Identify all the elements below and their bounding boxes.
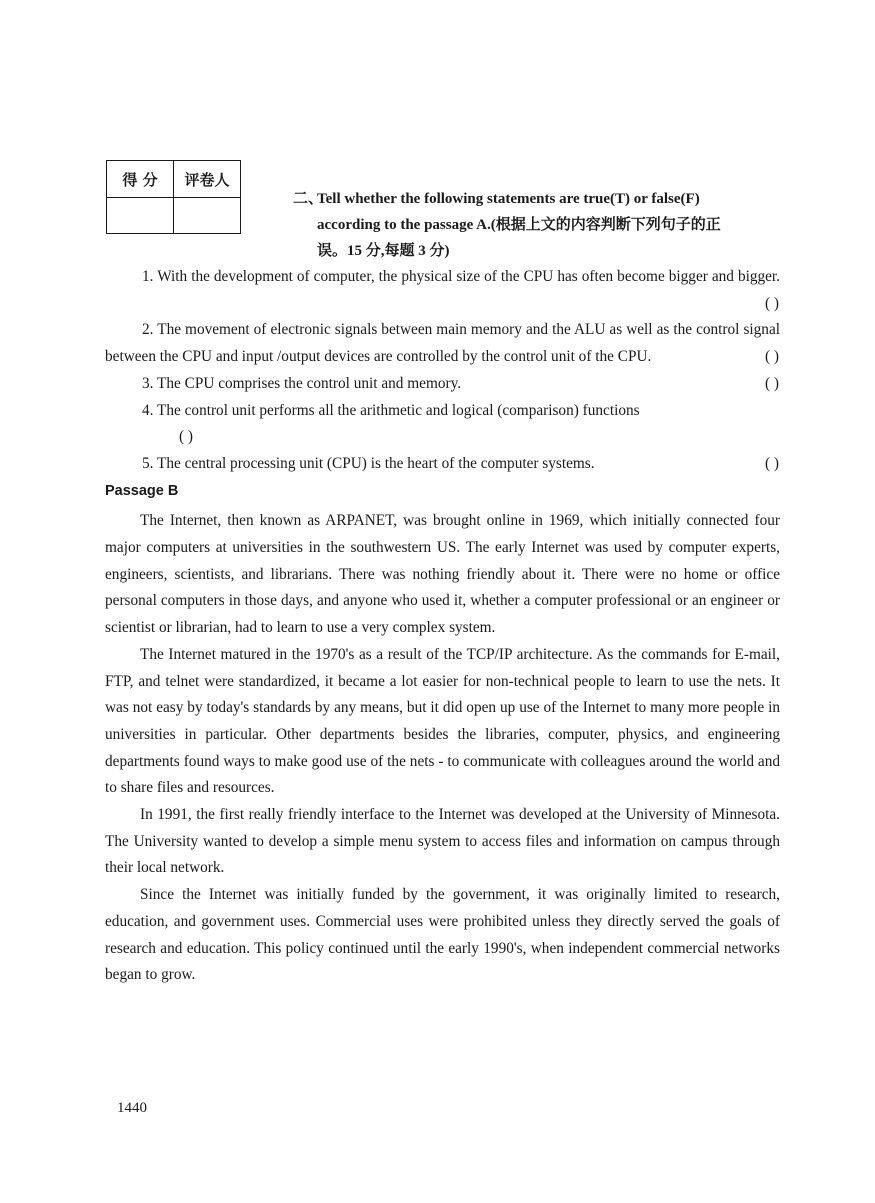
question-text: 3. The CPU comprises the control unit and memory.	[142, 374, 462, 392]
question-5	[105, 451, 780, 478]
answer-blank: ( )	[179, 428, 194, 446]
question-4-answer	[105, 424, 780, 451]
grader-cell	[174, 198, 241, 234]
question-text: 1. With the development of computer, the physical size of the CPU has often become bigger and bigger.	[142, 268, 780, 285]
question-text: 4. The control unit performs all the arithmetic and logical (comparison) functions	[142, 401, 640, 419]
passage-paragraph-3: In 1991, the first really friendly interface to the Internet was developed at the University of Minnesota. The University wanted to develop a simple menu system to access files and information on campus through their local network.	[105, 806, 780, 877]
instruction-line-3: 误。15 分,每题 3 分)	[317, 243, 450, 259]
question-text: 2. The movement of electronic signals between main memory and the ALU as well as the control signal between the CPU and input /output devices are controlled by the control unit of the CPU.	[105, 321, 780, 366]
question-2	[105, 317, 780, 370]
section-number: 二、	[293, 191, 324, 207]
grader-header: 评卷人	[174, 161, 241, 198]
section-instructions	[293, 186, 783, 264]
passage-paragraph-4: Since the Internet was initially funded by the government, it was originally limited to research, education, and government uses. Commercial uses were prohibited unless they directly served the goals of research and education. This policy continued until the early 1990's, when independent commercial networks began to grow.	[105, 886, 780, 984]
passage-paragraph-2: The Internet matured in the 1970's as a result of the TCP/IP architecture. As the commands for E-mail, FTP, and telnet were standardized, it became a lot easier for non-technical people to learn to use the nets. It was not easy by today's standards by any means, but it did open up use of the Internet to many more people in universities in particular. Other departments besides the libraries, computer, physics, and engineering departments found ways to make good use of the nets - to communicate with colleagues around the world and to share files and resources.	[105, 645, 780, 797]
question-3	[105, 371, 780, 398]
question-4	[105, 398, 780, 425]
score-header: 得 分	[107, 161, 174, 198]
question-text: 5. The central processing unit (CPU) is the heart of the computer systems.	[142, 454, 595, 472]
instruction-line-2: according to the passage A.(根据上文的内容判断下列句子的正	[317, 217, 721, 233]
page-number: 1440	[117, 1100, 147, 1116]
question-1	[105, 264, 780, 317]
score-table	[106, 160, 241, 234]
passage-title: Passage B	[105, 482, 179, 499]
instruction-line-1: Tell whether the following statements are true(T) or false(F)	[317, 191, 700, 207]
answer-blank: ( )	[765, 294, 780, 312]
document-body	[105, 264, 780, 989]
score-cell	[107, 198, 174, 234]
answer-blank: ( )	[765, 374, 780, 392]
answer-blank: ( )	[765, 454, 780, 472]
passage-paragraph-1: The Internet, then known as ARPANET, was brought online in 1969, which initially connected four major computers at universities in the southwestern US. The early Internet was used by computer experts, engineers, scientists, and librarians. There was nothing friendly about it. There were no home or office personal computers in those days, and anyone who used it, whether a computer professional or an engineer or scientist or librarian, had to learn to use a very complex system.	[105, 512, 780, 637]
answer-blank: ( )	[765, 348, 780, 366]
